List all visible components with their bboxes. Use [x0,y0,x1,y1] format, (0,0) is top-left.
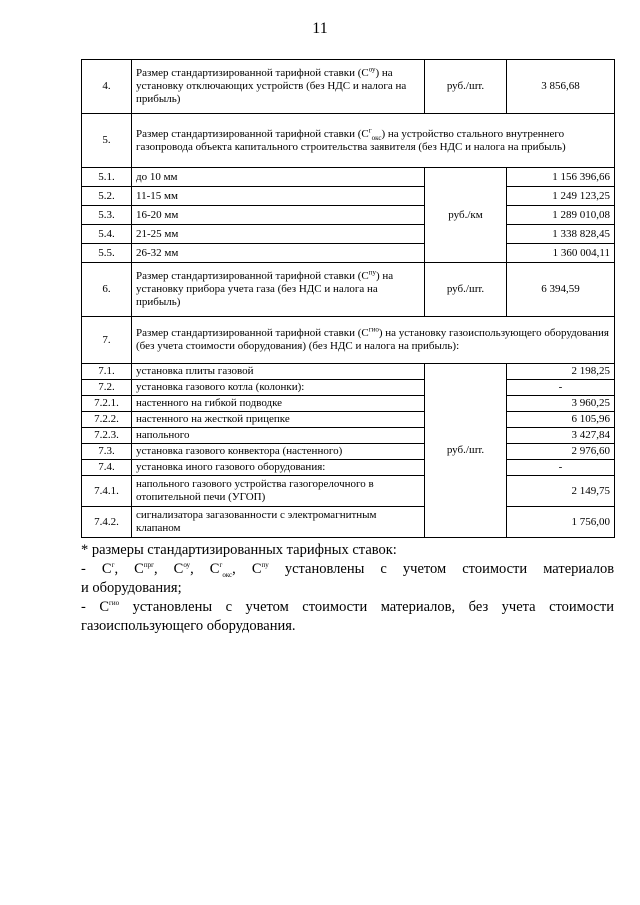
row-value: - [507,460,615,476]
row-value: 1 360 004,11 [507,244,615,263]
table-row [82,444,615,460]
row-number: 5.2. [82,187,132,206]
table-row [82,225,615,244]
table-row [82,380,615,396]
row-number: 7.4.2. [82,507,132,538]
row-number: 7.4.1. [82,476,132,507]
table-row [82,396,615,412]
tariff-table [81,59,615,538]
row-description: Размер стандартизированной тарифной ставки $(С^{оу})$ на установку отключающих устройств (без НДС и налога на прибыль) [132,60,425,114]
row-number: 5. [82,114,132,168]
row-label: напольного газового устройства газогорелочного в отопительной печи (УГОП) [132,476,425,507]
table-row [82,507,615,538]
row-number: 7.2.2. [82,412,132,428]
footnote-title: * размеры стандартизированных тарифных ставок: [81,542,397,558]
table-row [82,476,615,507]
row-value: 3 856,68 [507,60,615,114]
row-unit: руб./шт. [425,60,507,114]
row-label: 11-15 мм [132,187,425,206]
row-label: установка газового котла (колонки): [132,380,425,396]
row-number: 7. [82,317,132,364]
table-row [82,187,615,206]
row-number: 7.1. [82,364,132,380]
row-number: 7.2. [82,380,132,396]
row-label: 21-25 мм [132,225,425,244]
footnote-line-1: - $С^г$, $С^{прг}$, $С^{оу}$, $С^г_{окс}$, $С^{пу}$ установлены с учетом стоимости материалов [81,561,615,579]
row-number: 5.5. [82,244,132,263]
row-value: 6 394,59 [507,263,615,317]
row-unit: руб./шт. [425,263,507,317]
table-row [82,244,615,263]
row-value: 1 338 828,45 [507,225,615,244]
row-value: 2 976,60 [507,444,615,460]
table-row [82,60,615,114]
row-value: 2 149,75 [507,476,615,507]
row-value: 3 427,84 [507,428,615,444]
row-label: напольного [132,428,425,444]
row-value: 2 198,25 [507,364,615,380]
row-label: установка иного газового оборудования: [132,460,425,476]
footnote [81,541,614,636]
row-value: 6 105,96 [507,412,615,428]
row-value: 1 156 396,66 [507,168,615,187]
row-label: сигнализатора загазованности с электромагнитным клапаном [132,507,425,538]
row-unit: руб./шт. [425,364,507,538]
table-row [82,263,615,317]
row-label: настенного на жесткой прицепке [132,412,425,428]
row-label: установка газового конвектора (настенного) [132,444,425,460]
row-number: 7.2.3. [82,428,132,444]
page-number: 11 [312,20,328,37]
row-description: Размер стандартизированной тарифной ставки $(С^{пу})$ на установку прибора учета газа (без НДС и налога на прибыль) [132,263,425,317]
row-unit: руб./км [425,168,507,263]
table-row [82,364,615,380]
row-number: 5.1. [82,168,132,187]
row-number: 5.3. [82,206,132,225]
row-value: - [507,380,615,396]
table-row [82,168,615,187]
row-number: 4. [82,60,132,114]
row-number: 5.4. [82,225,132,244]
row-label: настенного на гибкой подводке [132,396,425,412]
row-label: до 10 мм [132,168,425,187]
footnote-line-2: - $С^{гио}$ установлены с учетом стоимости материалов, без учета стоимости газоиспользующего оборудования. [81,599,614,634]
footnote-line-1-cont: и оборудования; [81,580,182,596]
row-description: Размер стандартизированной тарифной ставки $(С^{гио})$ на установку газоиспользующего оборудования (без учета стоимости оборудования) (без НДС и налога на прибыль): [132,317,615,364]
row-number: 6. [82,263,132,317]
row-value: 1 756,00 [507,507,615,538]
row-value: 1 249 123,25 [507,187,615,206]
row-label: 16-20 мм [132,206,425,225]
row-number: 7.2.1. [82,396,132,412]
table-row [82,317,615,364]
row-label: 26-32 мм [132,244,425,263]
row-description: Размер стандартизированной тарифной ставки $(С^г_{окс})$ на устройство стального внутреннего газопровода объекта капитального строительства заявителя (без НДС и налога на прибыль) [132,114,615,168]
row-number: 7.3. [82,444,132,460]
table-row [82,460,615,476]
table-row [82,412,615,428]
row-label: установка плиты газовой [132,364,425,380]
table-row [82,114,615,168]
row-value: 1 289 010,08 [507,206,615,225]
table-row [82,428,615,444]
row-number: 7.4. [82,460,132,476]
table-row [82,206,615,225]
row-value: 3 960,25 [507,396,615,412]
